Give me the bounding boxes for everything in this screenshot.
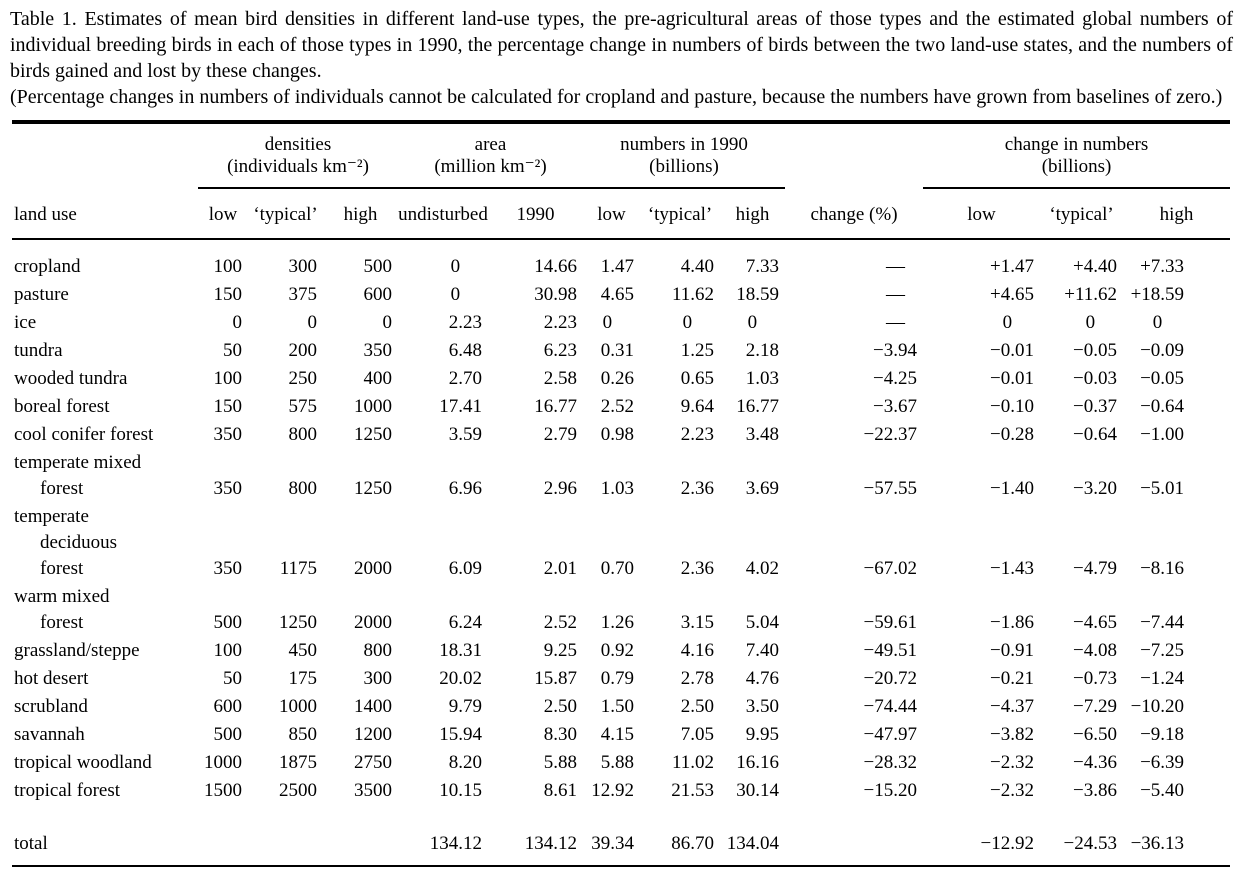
- value-cell: 500: [213, 611, 242, 633]
- value-cell: 3.69: [745, 477, 780, 499]
- land-use-label-line: savannah: [14, 723, 85, 745]
- value-cell: 800: [288, 423, 317, 445]
- value-cell: −36.13: [1130, 832, 1185, 854]
- value-cell: 0.65: [680, 367, 714, 389]
- col-area-undisturbed: undisturbed: [398, 188, 488, 239]
- value-cell: −9.18: [1140, 723, 1185, 745]
- value-cell: 2.52: [543, 611, 577, 633]
- land-use-label-line: ice: [14, 311, 37, 333]
- land-use-cell: [12, 421, 198, 449]
- value-cell: 2.36: [680, 477, 714, 499]
- value-cell: 0.92: [600, 639, 634, 661]
- value-cell: 0: [682, 311, 693, 333]
- value-cell: 600: [363, 283, 392, 305]
- land-use-cell: [12, 665, 198, 693]
- land-use-cell: [12, 337, 198, 365]
- land-use-label-line: forest: [40, 557, 84, 579]
- table-row: [12, 239, 1230, 281]
- value-cell: 2.78: [680, 667, 714, 689]
- land-use-cell: [12, 749, 198, 777]
- value-cell: 16.77: [534, 395, 577, 417]
- group-area-title: area: [474, 134, 507, 155]
- value-cell: 350: [213, 477, 242, 499]
- value-cell: 1.03: [745, 367, 780, 389]
- value-cell: 30.98: [534, 283, 577, 305]
- value-cell: −4.36: [1073, 751, 1118, 773]
- value-cell: 500: [213, 723, 242, 745]
- table-row: [12, 337, 1230, 365]
- value-cell: 134.12: [524, 832, 577, 854]
- value-cell: −3.20: [1073, 477, 1118, 499]
- table-row: [12, 637, 1230, 665]
- value-cell: 6.24: [448, 611, 482, 633]
- value-cell: 17.41: [439, 395, 482, 417]
- group-numbers-unit: (billions): [649, 156, 719, 178]
- value-cell: 575: [288, 395, 317, 417]
- value-cell: 4.02: [745, 557, 780, 579]
- land-use-cell: [12, 239, 198, 281]
- value-cell: 21.53: [671, 779, 714, 801]
- group-spacer: [12, 122, 198, 188]
- value-cell: 11.62: [671, 283, 714, 305]
- value-cell: 0.31: [600, 339, 634, 361]
- value-cell: 300: [288, 255, 317, 277]
- caption-main: Table 1. Estimates of mean bird densities in different land-use types, the pre-agricultural areas of those types and the estimated global numbers of individual breeding birds in each of those types in 1990, the percentage change in numbers of birds between the two land-use states, and the numbers of birds gained and lost by these changes.: [10, 8, 1233, 82]
- land-use-cell: [12, 693, 198, 721]
- value-cell: 8.61: [543, 779, 577, 801]
- value-cell: −20.72: [863, 667, 918, 689]
- value-cell: 0.26: [600, 367, 634, 389]
- value-cell: 2.01: [543, 557, 577, 579]
- value-cell: 1250: [354, 477, 392, 499]
- group-area: [398, 122, 583, 188]
- land-use-label-line: forest: [40, 477, 84, 499]
- land-use-cell: [12, 721, 198, 749]
- value-cell: −6.50: [1073, 723, 1118, 745]
- value-cell: 2.96: [543, 477, 577, 499]
- value-cell: 4.40: [680, 255, 714, 277]
- value-cell: −0.01: [990, 339, 1035, 361]
- table-row: [12, 721, 1230, 749]
- value-cell: 1250: [279, 611, 317, 633]
- value-cell: —: [886, 311, 906, 333]
- value-cell: 2.50: [680, 695, 714, 717]
- table-body: [12, 239, 1230, 866]
- table-row: [12, 749, 1230, 777]
- land-use-label-line: scrubland: [14, 695, 88, 717]
- value-cell: −3.82: [990, 723, 1035, 745]
- value-cell: −0.37: [1073, 395, 1118, 417]
- table-row: [12, 365, 1230, 393]
- value-cell: −0.64: [1140, 395, 1185, 417]
- value-cell: 800: [288, 477, 317, 499]
- value-cell: 100: [213, 255, 242, 277]
- value-cell: 9.64: [680, 395, 714, 417]
- value-cell: −49.51: [863, 639, 918, 661]
- col-densities-high: high: [323, 188, 398, 239]
- land-use-label-line: temperate: [14, 505, 89, 527]
- value-cell: −0.91: [990, 639, 1035, 661]
- value-cell: 15.87: [534, 667, 577, 689]
- value-cell: 1175: [279, 557, 317, 579]
- value-cell: −67.02: [863, 557, 918, 579]
- table-row: [12, 583, 1230, 637]
- value-cell: 0: [382, 311, 392, 333]
- value-cell: 500: [363, 255, 392, 277]
- land-use-label-line: cropland: [14, 255, 81, 277]
- value-cell: 850: [288, 723, 317, 745]
- table-row: [12, 805, 1230, 866]
- value-cell: 6.96: [448, 477, 482, 499]
- value-cell: 3.48: [745, 423, 780, 445]
- value-cell: 50: [223, 667, 242, 689]
- col-change-low: low: [923, 188, 1040, 239]
- value-cell: 6.23: [543, 339, 577, 361]
- value-cell: 2000: [354, 611, 392, 633]
- land-use-cell: [12, 637, 198, 665]
- col-area-1990: 1990: [488, 188, 583, 239]
- value-cell: 3.59: [448, 423, 482, 445]
- land-use-label-line: cool conifer forest: [14, 423, 154, 445]
- value-cell: 12.92: [591, 779, 634, 801]
- value-cell: −0.01: [990, 367, 1035, 389]
- value-cell: −2.32: [990, 779, 1035, 801]
- value-cell: 375: [288, 283, 317, 305]
- value-cell: +1.47: [990, 255, 1035, 277]
- land-use-cell: [12, 309, 198, 337]
- group-change-unit: (billions): [1041, 156, 1112, 178]
- bird-density-table: [12, 120, 1230, 867]
- table-row: [12, 281, 1230, 309]
- value-cell: 4.16: [680, 639, 714, 661]
- table-row: [12, 693, 1230, 721]
- value-cell: 9.25: [543, 639, 577, 661]
- value-cell: −3.67: [873, 395, 918, 417]
- value-cell: —: [886, 255, 906, 277]
- value-cell: −6.39: [1140, 751, 1185, 773]
- value-cell: [248, 805, 323, 866]
- value-cell: 18.31: [439, 639, 482, 661]
- value-cell: 8.30: [543, 723, 577, 745]
- value-cell: −74.44: [863, 695, 918, 717]
- value-cell: 6.48: [448, 339, 482, 361]
- land-use-label-line: wooded tundra: [14, 367, 128, 389]
- value-cell: −4.79: [1073, 557, 1118, 579]
- value-cell: 1.03: [600, 477, 634, 499]
- value-cell: 9.95: [745, 723, 780, 745]
- value-cell: 0: [450, 283, 461, 305]
- value-cell: −0.09: [1140, 339, 1185, 361]
- value-cell: −1.00: [1140, 423, 1185, 445]
- table-container: [0, 110, 1245, 867]
- value-cell: 11.02: [671, 751, 714, 773]
- value-cell: −4.25: [873, 367, 918, 389]
- value-cell: 1000: [354, 395, 392, 417]
- value-cell: [198, 805, 248, 866]
- value-cell: 0: [1002, 311, 1013, 333]
- value-cell: −4.08: [1073, 639, 1118, 661]
- value-cell: 50: [223, 339, 242, 361]
- land-use-label-line: deciduous: [40, 531, 118, 553]
- value-cell: −8.16: [1140, 557, 1185, 579]
- value-cell: −0.64: [1073, 423, 1118, 445]
- value-cell: 2.79: [543, 423, 577, 445]
- value-cell: 300: [363, 667, 392, 689]
- value-cell: 150: [213, 395, 242, 417]
- land-use-label-line: hot desert: [14, 667, 89, 689]
- group-densities-unit: (individuals km⁻²): [227, 156, 369, 178]
- value-cell: 3.15: [680, 611, 714, 633]
- value-cell: 0: [232, 311, 242, 333]
- land-use-label-line: boreal forest: [14, 395, 110, 417]
- table-row: [12, 777, 1230, 805]
- value-cell: 0: [307, 311, 317, 333]
- value-cell: −0.73: [1073, 667, 1118, 689]
- value-cell: 18.59: [736, 283, 780, 305]
- value-cell: 0: [1085, 311, 1096, 333]
- value-cell: −1.86: [990, 611, 1035, 633]
- value-cell: +4.65: [990, 283, 1035, 305]
- col-numbers-typical: ‘typical’: [640, 188, 720, 239]
- value-cell: −47.97: [863, 723, 918, 745]
- value-cell: 200: [288, 339, 317, 361]
- table-caption: [0, 0, 1245, 110]
- col-densities-low: low: [198, 188, 248, 239]
- value-cell: 2.36: [680, 557, 714, 579]
- value-cell: 16.77: [736, 395, 780, 417]
- group-change-in-numbers: [923, 122, 1230, 188]
- value-cell: 0: [450, 255, 461, 277]
- value-cell: —: [886, 283, 906, 305]
- table-row: [12, 393, 1230, 421]
- value-cell: 5.04: [745, 611, 780, 633]
- value-cell: 2.52: [600, 395, 634, 417]
- value-cell: −24.53: [1063, 832, 1118, 854]
- value-cell: −7.29: [1073, 695, 1118, 717]
- value-cell: 1.50: [600, 695, 634, 717]
- col-densities-typical: ‘typical’: [248, 188, 323, 239]
- value-cell: 1400: [354, 695, 392, 717]
- value-cell: −0.05: [1140, 367, 1185, 389]
- value-cell: 1200: [354, 723, 392, 745]
- value-cell: 15.94: [439, 723, 482, 745]
- value-cell: 450: [288, 639, 317, 661]
- value-cell: −5.01: [1140, 477, 1185, 499]
- value-cell: 5.88: [543, 751, 577, 773]
- land-use-cell: [12, 393, 198, 421]
- value-cell: 1250: [354, 423, 392, 445]
- value-cell: +7.33: [1140, 255, 1185, 277]
- value-cell: 150: [213, 283, 242, 305]
- value-cell: 800: [363, 639, 392, 661]
- value-cell: 4.65: [600, 283, 634, 305]
- col-numbers-low: low: [583, 188, 640, 239]
- value-cell: 0: [747, 311, 758, 333]
- value-cell: +18.59: [1130, 283, 1185, 305]
- value-cell: 600: [213, 695, 242, 717]
- table-row: [12, 449, 1230, 503]
- value-cell: 8.20: [448, 751, 482, 773]
- group-area-unit: (million km⁻²): [434, 156, 547, 178]
- land-use-label-line: tundra: [14, 339, 63, 361]
- col-numbers-high: high: [720, 188, 785, 239]
- value-cell: 100: [213, 367, 242, 389]
- land-use-cell: [12, 583, 198, 637]
- value-cell: 2000: [354, 557, 392, 579]
- value-cell: −12.92: [980, 832, 1035, 854]
- value-cell: −3.86: [1073, 779, 1118, 801]
- value-cell: 14.66: [534, 255, 577, 277]
- value-cell: 0.70: [600, 557, 634, 579]
- value-cell: 350: [213, 557, 242, 579]
- value-cell: [323, 805, 398, 866]
- table-row: [12, 421, 1230, 449]
- land-use-label-line: total: [14, 832, 48, 854]
- value-cell: −7.44: [1140, 611, 1185, 633]
- value-cell: 1.26: [600, 611, 634, 633]
- value-cell: −10.20: [1130, 695, 1185, 717]
- land-use-label-line: temperate mixed: [14, 451, 142, 473]
- value-cell: −15.20: [863, 779, 918, 801]
- value-cell: 2.23: [680, 423, 714, 445]
- value-cell: −1.40: [990, 477, 1035, 499]
- value-cell: 2.23: [448, 311, 482, 333]
- value-cell: 6.09: [448, 557, 482, 579]
- group-densities-title: densities: [264, 134, 332, 155]
- value-cell: 0: [1152, 311, 1163, 333]
- col-change-typical: ‘typical’: [1040, 188, 1123, 239]
- group-numbers-title: numbers in 1990: [620, 134, 748, 155]
- value-cell: −2.32: [990, 751, 1035, 773]
- value-cell: −3.94: [873, 339, 918, 361]
- value-cell: 4.76: [745, 667, 780, 689]
- value-cell: −0.10: [990, 395, 1035, 417]
- table-row: [12, 503, 1230, 583]
- value-cell: 39.34: [591, 832, 634, 854]
- value-cell: 7.40: [745, 639, 780, 661]
- land-use-cell: [12, 365, 198, 393]
- caption-note: (Percentage changes in numbers of individuals cannot be calculated for cropland and pasture, because the numbers have grown from baselines of zero.): [10, 86, 1223, 108]
- value-cell: 2.23: [543, 311, 577, 333]
- group-spacer-change-pct: [785, 122, 923, 188]
- land-use-cell: [12, 281, 198, 309]
- col-change-high: high: [1123, 188, 1230, 239]
- value-cell: 86.70: [671, 832, 714, 854]
- value-cell: 9.79: [448, 695, 482, 717]
- value-cell: 7.05: [680, 723, 714, 745]
- value-cell: 4.15: [600, 723, 634, 745]
- land-use-label-line: grassland/steppe: [14, 639, 140, 661]
- land-use-cell: [12, 503, 198, 583]
- land-use-label-line: tropical woodland: [14, 751, 152, 773]
- value-cell: 134.04: [726, 832, 780, 854]
- value-cell: −0.05: [1073, 339, 1118, 361]
- value-cell: −59.61: [863, 611, 918, 633]
- land-use-cell: [12, 777, 198, 805]
- value-cell: 3500: [354, 779, 392, 801]
- col-change-pct: change (%): [785, 188, 923, 239]
- value-cell: −1.24: [1140, 667, 1185, 689]
- value-cell: −1.43: [990, 557, 1035, 579]
- value-cell: 2500: [279, 779, 317, 801]
- value-cell: −28.32: [863, 751, 918, 773]
- value-cell: 0.98: [600, 423, 634, 445]
- value-cell: 400: [363, 367, 392, 389]
- land-use-label-line: forest: [40, 611, 84, 633]
- value-cell: 134.12: [429, 832, 482, 854]
- value-cell: 2.58: [543, 367, 577, 389]
- value-cell: −0.21: [990, 667, 1035, 689]
- value-cell: 1000: [204, 751, 242, 773]
- value-cell: 1.47: [600, 255, 634, 277]
- value-cell: 30.14: [736, 779, 780, 801]
- value-cell: 10.15: [439, 779, 482, 801]
- table-row: [12, 309, 1230, 337]
- value-cell: 2.50: [543, 695, 577, 717]
- value-cell: 1875: [279, 751, 317, 773]
- value-cell: −5.40: [1140, 779, 1185, 801]
- land-use-cell: [12, 805, 198, 866]
- value-cell: 5.88: [600, 751, 634, 773]
- col-land-use: land use: [12, 188, 198, 239]
- value-cell: −57.55: [863, 477, 918, 499]
- value-cell: −4.65: [1073, 611, 1118, 633]
- group-change-title: change in numbers: [1004, 134, 1149, 155]
- group-densities: [198, 122, 398, 188]
- value-cell: −22.37: [863, 423, 918, 445]
- value-cell: 0: [602, 311, 613, 333]
- value-cell: 16.16: [736, 751, 780, 773]
- value-cell: −4.37: [990, 695, 1035, 717]
- value-cell: 7.33: [745, 255, 780, 277]
- value-cell: 350: [363, 339, 392, 361]
- group-numbers-1990: [583, 122, 785, 188]
- group-header-row: [12, 122, 1230, 188]
- land-use-cell: [12, 449, 198, 503]
- value-cell: 1.25: [680, 339, 714, 361]
- value-cell: −0.28: [990, 423, 1035, 445]
- value-cell: +4.40: [1073, 255, 1118, 277]
- value-cell: [785, 805, 923, 866]
- land-use-label-line: tropical forest: [14, 779, 121, 801]
- value-cell: 175: [288, 667, 317, 689]
- value-cell: 100: [213, 639, 242, 661]
- value-cell: 2.70: [448, 367, 482, 389]
- table-row: [12, 665, 1230, 693]
- value-cell: −0.03: [1073, 367, 1118, 389]
- column-header-row: [12, 188, 1230, 239]
- land-use-label-line: warm mixed: [14, 585, 110, 607]
- value-cell: 3.50: [745, 695, 780, 717]
- value-cell: 2750: [354, 751, 392, 773]
- value-cell: +11.62: [1064, 283, 1118, 305]
- value-cell: 250: [288, 367, 317, 389]
- value-cell: 20.02: [439, 667, 482, 689]
- value-cell: 0.79: [600, 667, 634, 689]
- value-cell: 1000: [279, 695, 317, 717]
- value-cell: 1500: [204, 779, 242, 801]
- land-use-label-line: pasture: [14, 283, 69, 305]
- value-cell: 2.18: [745, 339, 780, 361]
- value-cell: 350: [213, 423, 242, 445]
- value-cell: −7.25: [1140, 639, 1185, 661]
